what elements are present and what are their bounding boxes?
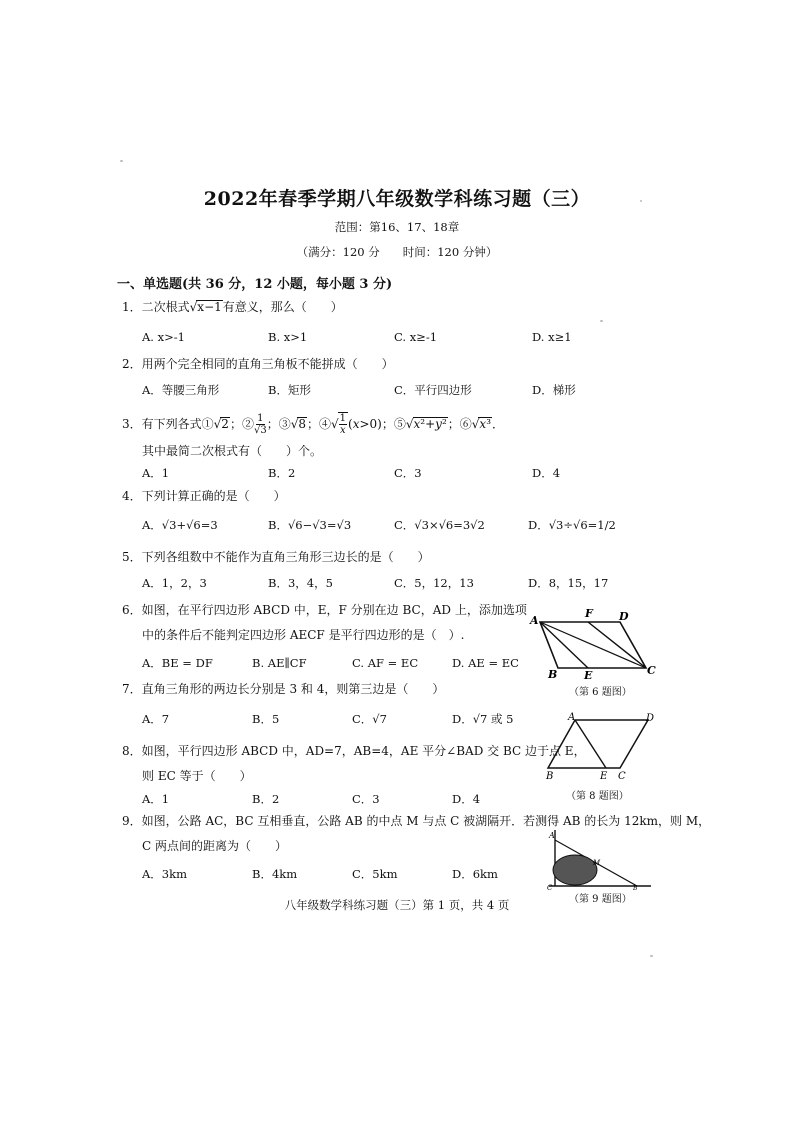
question-4-stem: 4．下列计算正确的是（ ） (122, 489, 286, 503)
question-8-line1: 8．如图，平行四边形 ABCD 中，AD=7，AB=4，AE 平分∠BAD 交 BC 边于点 E， (122, 744, 586, 758)
q3-option-b: B．2 (268, 466, 296, 480)
segment-ae (540, 622, 588, 668)
q3-option-d: D．4 (532, 466, 561, 480)
q4-option-d: D．√3÷√6=1/2 (528, 518, 616, 532)
label-b: B (633, 885, 638, 890)
q9-option-a: A．3km (142, 867, 187, 881)
q7-option-d: D．√7 或 5 (452, 712, 514, 726)
label-a: A (568, 712, 576, 723)
q8-option-b: B．2 (252, 792, 280, 806)
question-9-line1: 9．如图，公路 AC，BC 互相垂直，公路 AB 的中点 M 与点 C 被湖隔开．若测得 AB 的长为 12km，则 M， (122, 814, 711, 828)
q5-option-b: B．3，4，5 (268, 576, 333, 590)
q2-option-b: B．矩形 (268, 383, 311, 397)
label-e: E (584, 669, 593, 682)
label-e: E (600, 771, 608, 782)
scan-speck (120, 160, 123, 162)
q1-option-c: C. x≥-1 (394, 330, 438, 344)
label-c: C (618, 771, 626, 782)
label-b: B (546, 771, 554, 782)
scope-line: 范围：第16、17、18章 (334, 220, 460, 234)
question-3-stem: 3．有下列各式①√2；② $\frac{1}{√3}$ ；③√8；④√ $\frac{1}{x}$ (x>0)；⑤√x²+y²；⑥√x³． (122, 413, 505, 436)
q3-option-a: A．1 (142, 466, 170, 480)
q5-option-d: D．8，15，17 (528, 576, 609, 590)
figure-8-caption: （第 8 题图） (566, 791, 629, 802)
question-1-stem: 1．二次根式√x−1有意义，那么（ ） (122, 300, 343, 314)
q7-option-b: B．5 (252, 712, 280, 726)
question-6-line1: 6．如图，在平行四边形 ABCD 中，E，F 分别在边 BC，AD 上，添加选项 (122, 603, 527, 617)
q6-option-d: D. AE = EC (452, 656, 519, 670)
question-3-line2: 其中最简二次根式有（ ）个。 (142, 444, 323, 458)
q8-option-d: D．4 (452, 792, 481, 806)
q5-option-a: A．1，2，3 (142, 576, 207, 590)
question-8-line2: 则 EC 等于（ ） (142, 769, 252, 783)
q8-option-a: A．1 (142, 792, 170, 806)
lake (553, 855, 597, 885)
label-f: F (585, 608, 593, 620)
scan-speck (650, 955, 653, 957)
page-footer: 八年级数学科练习题（三）第 1 页，共 4 页 (284, 898, 510, 912)
figure-9-caption: （第 9 题图） (569, 894, 632, 905)
label-a: A (549, 831, 555, 840)
q2-option-d: D．梯形 (532, 383, 576, 397)
q7-option-a: A．7 (142, 712, 170, 726)
q4-option-c: C．√3×√6=3√2 (394, 518, 485, 532)
question-6-line2: 中的条件后不能判定四边形 AECF 是平行四边形的是（ ）. (142, 628, 465, 642)
q9-option-d: D．6km (452, 867, 498, 881)
label-m: M (593, 859, 601, 867)
page-title: 2022年春季学期八年级数学科练习题（三） (203, 188, 591, 210)
q9-option-c: C．5km (352, 867, 398, 881)
q6-option-c: C. AF = EC (352, 656, 419, 670)
figure-9-lake (545, 828, 655, 890)
q9-option-b: B．4km (252, 867, 298, 881)
section-heading: 一、单选题(共 36 分，12 小题，每小题 3 分) (117, 277, 393, 292)
scan-speck (600, 320, 603, 322)
question-5-stem: 5．下列各组数中不能作为直角三角形三边长的是（ ） (122, 550, 430, 564)
q2-option-a: A．等腰三角形 (142, 383, 220, 397)
question-9-line2: C 两点间的距离为（ ） (142, 839, 287, 853)
q6-option-a: A．BE = DF (142, 656, 213, 670)
q3-option-c: C．3 (394, 466, 422, 480)
question-7-stem: 7．直角三角形的两边长分别是 3 和 4，则第三边是（ ） (122, 682, 445, 696)
score-time-line: （满分：120 分 时间：120 分钟） (296, 245, 498, 259)
segment-fc (588, 622, 646, 668)
label-c: C (547, 884, 553, 890)
question-2-stem: 2．用两个完全相同的直角三角板不能拼成（ ） (122, 357, 394, 371)
label-c: C (647, 664, 656, 677)
label-d: D (646, 713, 655, 724)
label-d: D (619, 610, 629, 623)
figure-6-parallelogram (528, 608, 658, 683)
q1-option-a: A. x>-1 (142, 330, 185, 344)
q1-option-d: D. x≥1 (532, 330, 572, 344)
label-a: A (530, 614, 539, 627)
q8-option-c: C．3 (352, 792, 380, 806)
figure-6-caption: （第 6 题图） (569, 687, 632, 698)
q2-option-c: C．平行四边形 (394, 383, 472, 397)
q5-option-c: C．5，12，13 (394, 576, 474, 590)
q1-option-b: B. x>1 (268, 330, 308, 344)
label-b: B (548, 668, 558, 681)
q4-option-b: B．√6−√3=√3 (268, 518, 352, 532)
q6-option-b: B. AE∥CF (252, 656, 307, 670)
q7-option-c: C．√7 (352, 712, 387, 726)
q4-option-a: A．√3+√6=3 (142, 518, 218, 532)
